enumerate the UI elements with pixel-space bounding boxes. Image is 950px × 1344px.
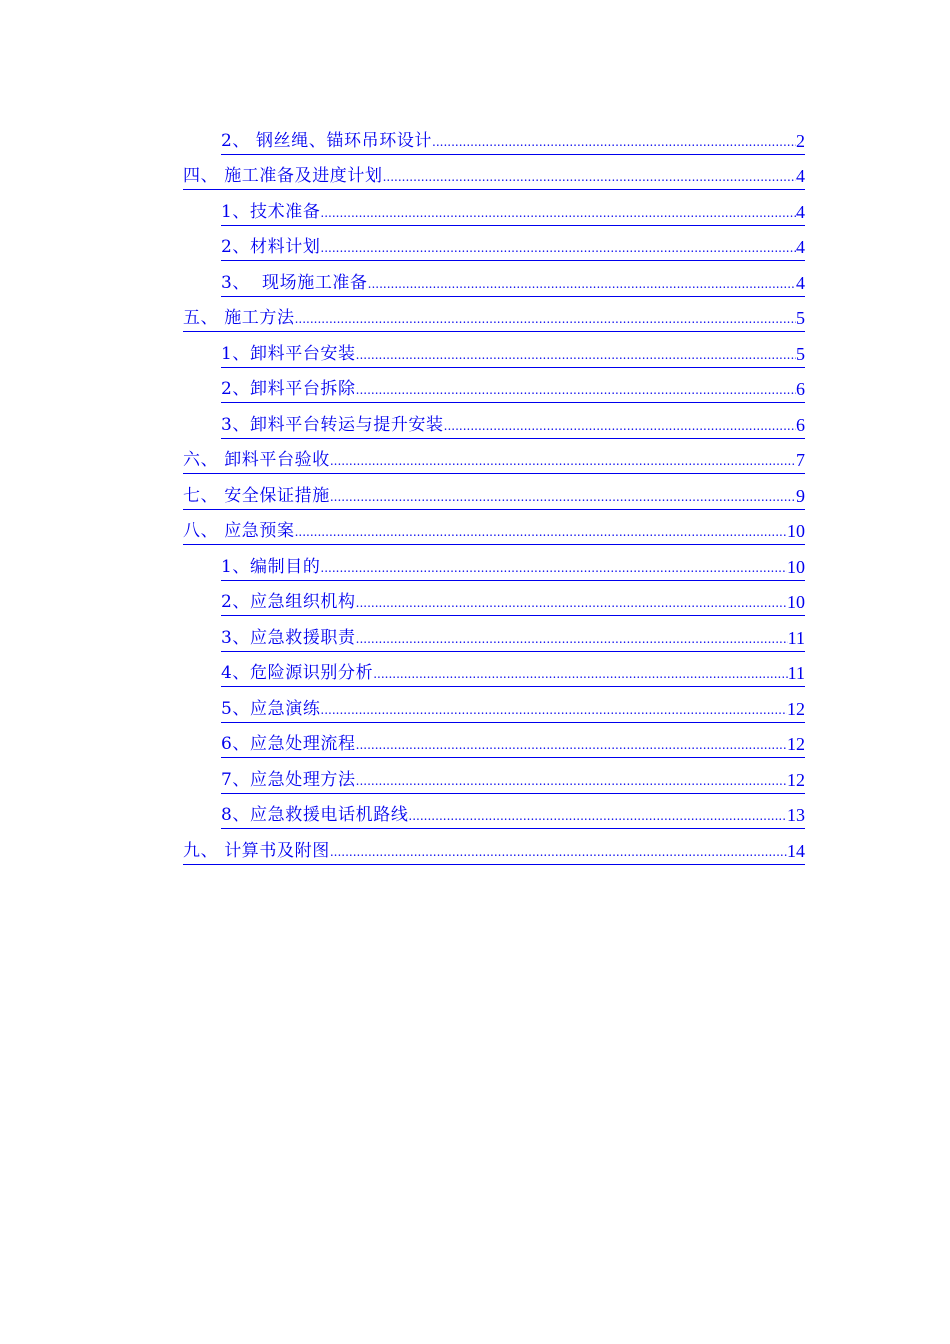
toc-page-number: 6 bbox=[796, 379, 805, 399]
toc-entry-label: 4、危险源识别分析 bbox=[221, 663, 374, 683]
toc-page-number: 10 bbox=[787, 592, 805, 612]
toc-page-number: 6 bbox=[796, 414, 805, 435]
toc-entry-rescue-phone-route[interactable] bbox=[0, 794, 950, 830]
toc-entry-response-process[interactable] bbox=[0, 723, 950, 759]
toc-entry-label: 2、材料计划 bbox=[221, 237, 321, 257]
toc-page-number: 7 bbox=[796, 450, 805, 470]
toc-entry-technical-preparation[interactable] bbox=[0, 190, 950, 226]
toc-dot-leader bbox=[330, 452, 796, 470]
toc-entry-label: 六、 卸料平台验收 bbox=[183, 450, 330, 470]
toc-page-number: 12 bbox=[787, 698, 805, 719]
toc-page-number: 12 bbox=[787, 734, 805, 754]
toc-entry-label: 2、应急组织机构 bbox=[221, 592, 356, 612]
toc-dot-leader bbox=[356, 594, 787, 612]
toc-entry-label: 八、 应急预案 bbox=[183, 521, 295, 541]
toc-page-number: 5 bbox=[796, 308, 805, 328]
toc-dot-leader bbox=[356, 630, 788, 648]
toc-dot-leader bbox=[295, 523, 787, 541]
toc-entry-hazard-analysis[interactable] bbox=[0, 652, 950, 688]
toc-dot-leader bbox=[373, 665, 787, 683]
toc-entry-calculations-appendix[interactable] bbox=[0, 829, 950, 865]
toc-dot-leader bbox=[320, 701, 787, 719]
toc-entry-emergency-organization[interactable] bbox=[0, 581, 950, 617]
toc-dot-leader bbox=[356, 346, 796, 364]
toc-dot-leader bbox=[320, 559, 787, 577]
toc-page-number: 4 bbox=[796, 166, 805, 186]
toc-page-number: 11 bbox=[787, 627, 805, 648]
toc-page-number: 10 bbox=[787, 556, 805, 577]
toc-entry-label: 6、应急处理流程 bbox=[221, 734, 356, 754]
toc-entry-label: 3、应急救援职责 bbox=[221, 627, 356, 648]
toc-page-number: 12 bbox=[787, 769, 805, 790]
table-of-contents bbox=[0, 119, 950, 865]
toc-entry-label: 2、卸料平台拆除 bbox=[221, 379, 356, 399]
toc-entry-label: 七、 安全保证措施 bbox=[183, 485, 330, 506]
toc-dot-leader bbox=[444, 417, 796, 435]
toc-page-number: 4 bbox=[796, 201, 805, 222]
toc-entry-construction-preparation[interactable] bbox=[0, 155, 950, 191]
toc-entry-safety-measures[interactable] bbox=[0, 474, 950, 510]
toc-dot-leader bbox=[356, 772, 787, 790]
toc-entry-platform-transfer[interactable] bbox=[0, 403, 950, 439]
toc-dot-leader bbox=[432, 133, 796, 151]
toc-entry-rescue-duties[interactable] bbox=[0, 616, 950, 652]
toc-entry-construction-method[interactable] bbox=[0, 297, 950, 333]
toc-entry-label: 1、卸料平台安装 bbox=[221, 343, 356, 364]
toc-dot-leader bbox=[330, 488, 796, 506]
toc-dot-leader bbox=[320, 239, 796, 257]
toc-entry-emergency-plan[interactable] bbox=[0, 510, 950, 546]
toc-entry-label: 3、卸料平台转运与提升安装 bbox=[221, 414, 444, 435]
toc-dot-leader bbox=[320, 204, 796, 222]
toc-page-number: 4 bbox=[796, 272, 805, 293]
toc-dot-leader bbox=[408, 807, 787, 825]
toc-entry-label: 1、技术准备 bbox=[221, 201, 321, 222]
toc-entry-platform-removal[interactable] bbox=[0, 368, 950, 404]
toc-entry-site-preparation[interactable] bbox=[0, 261, 950, 297]
toc-entry-label: 7、应急处理方法 bbox=[221, 769, 356, 790]
toc-entry-label: 8、应急救援电话机路线 bbox=[221, 805, 409, 825]
toc-page-number: 4 bbox=[796, 237, 805, 257]
toc-page-number: 11 bbox=[787, 663, 805, 683]
toc-dot-leader bbox=[368, 275, 796, 293]
toc-entry-label: 3、 现场施工准备 bbox=[221, 272, 368, 293]
toc-entry-label: 九、 计算书及附图 bbox=[183, 840, 330, 861]
toc-page-number: 9 bbox=[796, 485, 805, 506]
toc-entry-label: 五、 施工方法 bbox=[183, 308, 295, 328]
toc-entry-label: 1、编制目的 bbox=[221, 556, 321, 577]
toc-entry-emergency-drill[interactable] bbox=[0, 687, 950, 723]
toc-dot-leader bbox=[295, 310, 796, 328]
toc-dot-leader bbox=[383, 168, 796, 186]
toc-entry-platform-installation[interactable] bbox=[0, 332, 950, 368]
toc-dot-leader bbox=[356, 381, 796, 399]
toc-entry-material-plan[interactable] bbox=[0, 226, 950, 262]
toc-entry-response-methods[interactable] bbox=[0, 758, 950, 794]
toc-page-number: 5 bbox=[796, 343, 805, 364]
toc-entry-label: 5、应急演练 bbox=[221, 698, 321, 719]
toc-page-number: 14 bbox=[787, 840, 805, 861]
toc-dot-leader bbox=[356, 736, 787, 754]
toc-page-number: 13 bbox=[787, 805, 805, 825]
toc-page-number: 10 bbox=[787, 521, 805, 541]
toc-entry-label: 四、 施工准备及进度计划 bbox=[183, 166, 383, 186]
toc-dot-leader bbox=[330, 843, 787, 861]
toc-entry-steel-wire-rope-design[interactable] bbox=[0, 119, 950, 155]
toc-entry-platform-acceptance[interactable] bbox=[0, 439, 950, 475]
toc-entry-label: 2、 钢丝绳、锚环吊环设计 bbox=[221, 130, 433, 151]
toc-page-number: 2 bbox=[796, 130, 805, 151]
toc-entry-purpose[interactable] bbox=[0, 545, 950, 581]
